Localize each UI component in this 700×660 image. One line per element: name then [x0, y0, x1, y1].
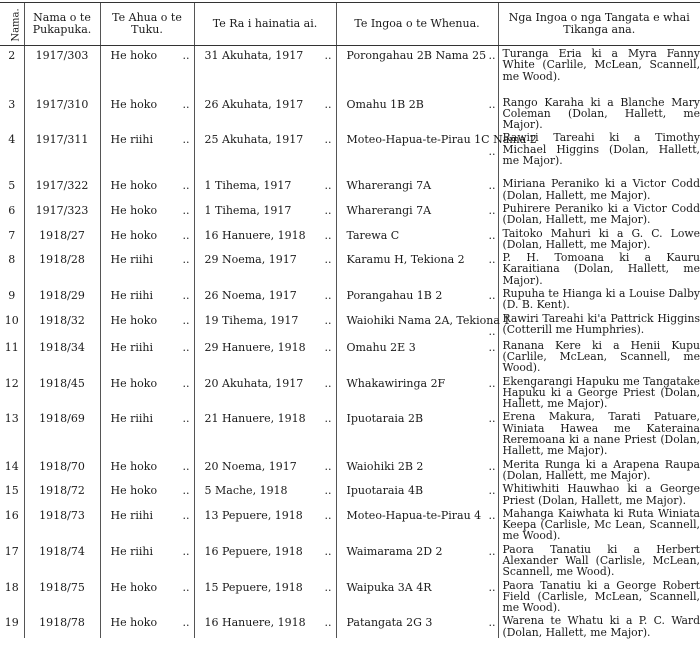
row-number-cell: 5	[8, 179, 16, 193]
date-signed-cell: 26 Akuhata, 1917 ..	[194, 95, 336, 131]
table-row	[0, 226, 700, 251]
dot-leader: ..	[182, 340, 190, 354]
transaction-type-cell: He hoko ..	[100, 46, 194, 95]
row-number-cell: 7	[8, 228, 16, 242]
dot-leader: ..	[488, 580, 496, 594]
dot-leader: ..	[488, 544, 496, 558]
table-row	[0, 338, 700, 374]
header-book: Nama o te Pukapuka.	[24, 3, 100, 46]
dot-leader: ..	[324, 508, 332, 522]
persons-involved-cell: Puhirere Peraniko ki a Victor Codd (Dolan, Hallett, me Major).	[498, 201, 700, 226]
row-number-cell: 14	[4, 459, 19, 473]
date-signed-cell: 19 Tihema, 1917 ..	[194, 311, 336, 338]
land-name-cell: Karamu H, Tekiona 2 ..	[336, 250, 498, 286]
row-number-cell: 2	[8, 49, 16, 62]
table-row	[0, 130, 700, 176]
table-row	[0, 409, 700, 456]
date-signed-cell: 15 Pepuere, 1918 ..	[194, 578, 336, 614]
dot-leader: ..	[182, 580, 190, 594]
book-number-cell: 1918/73	[24, 506, 100, 542]
book-number-cell: 1917/311	[24, 130, 100, 176]
row-number-cell: 9	[8, 289, 16, 303]
dot-leader: ..	[324, 97, 332, 111]
table-row	[0, 201, 700, 226]
row-number-cell: 4	[8, 133, 16, 147]
row-number-cell: 17	[4, 544, 19, 558]
dot-leader: ..	[182, 97, 190, 111]
book-number-cell: 1918/72	[24, 481, 100, 506]
date-signed-cell: 13 Pepuere, 1918 ..	[194, 506, 336, 542]
dot-leader: ..	[182, 484, 190, 498]
table-row	[0, 286, 700, 311]
date-signed-cell: 16 Pepuere, 1918 ..	[194, 542, 336, 578]
book-number-cell: 1918/78	[24, 613, 100, 638]
dot-leader: ..	[488, 376, 496, 390]
transaction-type-cell: He riihi ..	[100, 250, 194, 286]
table-row	[0, 578, 700, 614]
land-name-cell: Omahu 2E 3 ..	[336, 338, 498, 374]
dot-leader: ..	[324, 616, 332, 630]
book-number-cell: 1918/34	[24, 338, 100, 374]
row-number-cell: 6	[8, 203, 16, 217]
dot-leader: ..	[182, 203, 190, 217]
book-number-cell: 1918/29	[24, 286, 100, 311]
persons-involved-cell: Whitiwhiti Hauwhao ki a George Priest (Dolan, Hallett, me Major).	[498, 481, 700, 506]
table-row	[0, 250, 700, 286]
book-number-cell: 1918/45	[24, 374, 100, 410]
persons-involved-cell: Paora Tanatiu ki a Herbert Alexander Wall (Carlisle, McLean, Scannell, me Wood).	[498, 542, 700, 578]
header-land: Te Ingoa o te Whenua.	[336, 3, 498, 46]
row-number-cell: 19	[4, 616, 19, 630]
row-number-cell: 15	[4, 484, 19, 498]
transaction-type-cell: He riihi ..	[100, 338, 194, 374]
dot-leader: ..	[488, 253, 496, 267]
land-transactions-table	[0, 2, 700, 638]
row-number-cell: 12	[4, 376, 19, 390]
transaction-type-cell: He hoko ..	[100, 226, 194, 251]
date-signed-cell: 29 Hanuere, 1918 ..	[194, 338, 336, 374]
transaction-type-cell: He hoko ..	[100, 481, 194, 506]
dot-leader: ..	[182, 544, 190, 558]
persons-involved-cell: Miriana Peraniko ki a Victor Codd (Dolan, Hallett, me Major).	[498, 176, 700, 201]
land-name-cell: Omahu 1B 2B ..	[336, 95, 498, 131]
header-date: Te Ra i hainatia ai.	[194, 3, 336, 46]
date-signed-cell: 16 Hanuere, 1918 ..	[194, 613, 336, 638]
dot-leader: ..	[324, 580, 332, 594]
table-row	[0, 311, 700, 338]
table-header-row	[0, 3, 700, 46]
row-number-cell: 18	[4, 580, 19, 594]
book-number-cell: 1917/303	[24, 46, 100, 95]
land-name-cell: Porangahau 1B 2 ..	[336, 286, 498, 311]
book-number-cell: 1918/32	[24, 311, 100, 338]
dot-leader: ..	[324, 313, 332, 327]
table-row	[0, 481, 700, 506]
date-signed-cell: 26 Noema, 1917 ..	[194, 286, 336, 311]
persons-involved-cell: Erena Makura, Tarati Patuare, Winiata Hawea me Kateraina Reremoana ki a nane Priest (Dolan, Hallett, me Major).	[498, 409, 700, 456]
date-signed-cell: 1 Tihema, 1917 ..	[194, 176, 336, 201]
row-number-cell: 13	[4, 412, 19, 426]
table-row	[0, 613, 700, 638]
persons-involved-cell: Warena te Whatu ki a P. C. Ward (Dolan, Hallett, me Major).	[498, 613, 700, 638]
persons-involved-cell: Ranana Kere ki a Henii Kupu (Carlile, McLean, Scannell, me Wood).	[498, 338, 700, 374]
land-name-cell: Waipuka 3A 4R ..	[336, 578, 498, 614]
book-number-cell: 1918/70	[24, 457, 100, 482]
dot-leader: ..	[488, 289, 496, 303]
land-name-cell: Porongahau 2B Nama 25 ..	[336, 46, 498, 95]
persons-involved-cell: Paora Tanatiu ki a George Robert Field (Carlisle, McLean, Scannell, me Wood).	[498, 578, 700, 614]
persons-involved-cell: Rango Karaha ki a Blanche Mary Coleman (Dolan, Hallett, me Major).	[498, 95, 700, 131]
transaction-type-cell: He riihi ..	[100, 130, 194, 176]
dot-leader: ..	[324, 179, 332, 193]
table-row	[0, 46, 700, 95]
date-signed-cell: 21 Hanuere, 1918 ..	[194, 409, 336, 456]
book-number-cell: 1917/323	[24, 201, 100, 226]
land-name-cell: Wharerangi 7A ..	[336, 176, 498, 201]
persons-involved-cell: Rawiri Tareahi ki a Timothy Michael Higgins (Dolan, Hallett, me Major).	[498, 130, 700, 176]
transaction-type-cell: He hoko ..	[100, 457, 194, 482]
persons-involved-cell: Mahanga Kaiwhata ki Ruta Winiata Keepa (Carlisle, Mc Lean, Scannell, me Wood).	[498, 506, 700, 542]
land-name-cell: Patangata 2G 3 ..	[336, 613, 498, 638]
land-name-cell: Waiohiki Nama 2A, Tekiona 1 ..	[336, 311, 498, 338]
dot-leader: ..	[182, 376, 190, 390]
dot-leader: ..	[488, 340, 496, 354]
dot-leader: ..	[182, 412, 190, 426]
transaction-type-cell: He hoko ..	[100, 201, 194, 226]
book-number-cell: 1917/322	[24, 176, 100, 201]
transaction-type-cell: He hoko ..	[100, 95, 194, 131]
dot-leader: ..	[324, 49, 332, 62]
book-number-cell: 1917/310	[24, 95, 100, 131]
date-signed-cell: 20 Noema, 1917 ..	[194, 457, 336, 482]
dot-leader: ..	[182, 49, 190, 62]
transaction-type-cell: He hoko ..	[100, 374, 194, 410]
persons-involved-cell: Rawiri Tareahi ki'a Pattrick Higgins (Cotterill me Humphries).	[498, 311, 700, 338]
row-number-cell: 11	[4, 340, 19, 354]
dot-leader: ..	[488, 459, 496, 473]
land-name-cell: Moteo-Hapua-te-Pirau 4 ..	[336, 506, 498, 542]
date-signed-cell: 16 Hanuere, 1918 ..	[194, 226, 336, 251]
dot-leader: ..	[488, 412, 496, 426]
book-number-cell: 1918/27	[24, 226, 100, 251]
transaction-type-cell: He riihi ..	[100, 506, 194, 542]
dot-leader: ..	[324, 289, 332, 303]
book-number-cell: 1918/28	[24, 250, 100, 286]
dot-leader: ..	[324, 376, 332, 390]
dot-leader: ..	[182, 179, 190, 193]
date-signed-cell: 1 Tihema, 1917 ..	[194, 201, 336, 226]
dot-leader: ..	[488, 97, 496, 111]
transaction-type-cell: He hoko ..	[100, 311, 194, 338]
land-name-cell: Moteo-Hapua-te-Pirau 1C Nama 2 ..	[336, 130, 498, 176]
row-number-cell: 10	[4, 313, 19, 327]
persons-involved-cell: Rupuha te Hianga ki a Louise Dalby (D. B. Kent).	[498, 286, 700, 311]
dot-leader: ..	[182, 616, 190, 630]
dot-leader: ..	[324, 203, 332, 217]
transaction-type-cell: He riihi ..	[100, 542, 194, 578]
dot-leader: ..	[324, 253, 332, 267]
date-signed-cell: 31 Akuhata, 1917 ..	[194, 46, 336, 95]
land-name-cell: Tarewa C ..	[336, 226, 498, 251]
book-number-cell: 1918/74	[24, 542, 100, 578]
header-persons: Nga Ingoa o nga Tangata e whai Tikanga ana.	[498, 3, 700, 46]
transaction-type-cell: He riihi ..	[100, 286, 194, 311]
dot-leader: ..	[488, 508, 496, 522]
dot-leader: ..	[324, 412, 332, 426]
dot-leader: ..	[182, 133, 190, 147]
table-row	[0, 176, 700, 201]
table-row	[0, 542, 700, 578]
date-signed-cell: 20 Akuhata, 1917 ..	[194, 374, 336, 410]
dot-leader: ..	[488, 179, 496, 193]
header-type: Te Ahua o te Tuku.	[100, 3, 194, 46]
transaction-type-cell: He hoko ..	[100, 176, 194, 201]
row-number-cell: 8	[8, 253, 16, 267]
header-number: Nama.	[0, 3, 24, 46]
table-row	[0, 457, 700, 482]
dot-leader: ..	[324, 459, 332, 473]
dot-leader: ..	[488, 325, 496, 339]
persons-involved-cell: Turanga Eria ki a Myra Fanny White (Carlile, McLean, Scannell, me Wood).	[498, 46, 700, 95]
row-number-cell: 3	[8, 97, 16, 111]
dot-leader: ..	[324, 228, 332, 242]
land-name-cell: Whakawiringa 2F ..	[336, 374, 498, 410]
date-signed-cell: 29 Noema, 1917 ..	[194, 250, 336, 286]
dot-leader: ..	[488, 49, 496, 62]
dot-leader: ..	[324, 484, 332, 498]
land-name-cell: Wharerangi 7A ..	[336, 201, 498, 226]
date-signed-cell: 5 Mache, 1918 ..	[194, 481, 336, 506]
persons-involved-cell: P. H. Tomoana ki a Kauru Karaitiana (Dolan, Hallett, me Major).	[498, 250, 700, 286]
table-row	[0, 374, 700, 410]
dot-leader: ..	[324, 133, 332, 147]
date-signed-cell: 25 Akuhata, 1917 ..	[194, 130, 336, 176]
land-name-cell: Waimarama 2D 2 ..	[336, 542, 498, 578]
table-row	[0, 95, 700, 131]
dot-leader: ..	[324, 340, 332, 354]
dot-leader: ..	[182, 313, 190, 327]
land-name-cell: Ipuotaraia 2B ..	[336, 409, 498, 456]
land-name-cell: Waiohiki 2B 2 ..	[336, 457, 498, 482]
dot-leader: ..	[488, 228, 496, 242]
dot-leader: ..	[182, 289, 190, 303]
dot-leader: ..	[182, 228, 190, 242]
transaction-type-cell: He hoko ..	[100, 578, 194, 614]
dot-leader: ..	[488, 203, 496, 217]
land-name-cell: Ipuotaraia 4B ..	[336, 481, 498, 506]
dot-leader: ..	[488, 144, 496, 158]
row-number-cell: 16	[4, 508, 19, 522]
dot-leader: ..	[488, 616, 496, 630]
persons-involved-cell: Merita Runga ki a Arapena Raupa (Dolan, Hallett, me Major).	[498, 457, 700, 482]
dot-leader: ..	[182, 459, 190, 473]
persons-involved-cell: Ekengarangi Hapuku me Tangatake Hapuku ki a George Priest (Dolan, Hallett, me Major).	[498, 374, 700, 410]
table-row	[0, 506, 700, 542]
dot-leader: ..	[324, 544, 332, 558]
transaction-type-cell: He riihi ..	[100, 409, 194, 456]
dot-leader: ..	[488, 484, 496, 498]
book-number-cell: 1918/69	[24, 409, 100, 456]
book-number-cell: 1918/75	[24, 578, 100, 614]
dot-leader: ..	[182, 508, 190, 522]
dot-leader: ..	[182, 253, 190, 267]
persons-involved-cell: Taitoko Mahuri ki a G. C. Lowe (Dolan, Hallett, me Major).	[498, 226, 700, 251]
transaction-type-cell: He hoko ..	[100, 613, 194, 638]
